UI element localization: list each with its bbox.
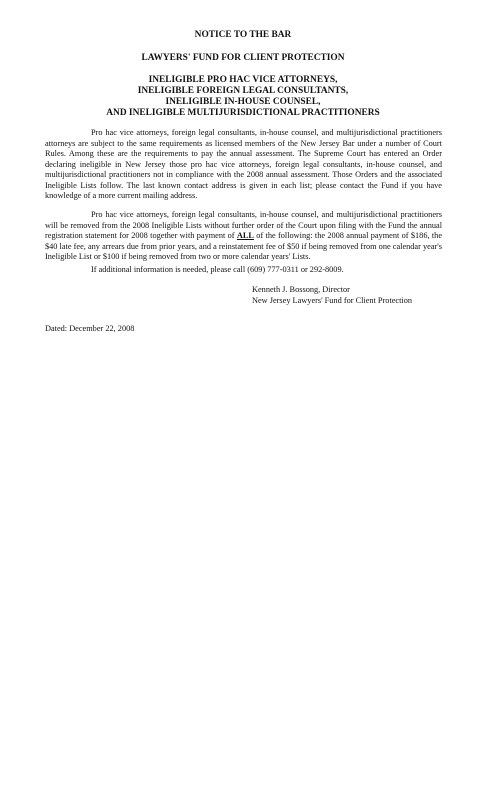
contact-line: If additional information is needed, please call (609) 777-0311 or 292-8009.: [91, 265, 344, 274]
paragraph-removal: [45, 210, 442, 263]
signature-organization: New Jersey Lawyers' Fund for Client Protection: [252, 295, 413, 305]
subject-line: AND INELIGIBLE MULTIJURISDICTIONAL PRACTITIONERS: [106, 108, 380, 118]
subject-line: INELIGIBLE IN-HOUSE COUNSEL,: [165, 97, 321, 107]
signature-block: [252, 285, 412, 306]
notice-title: NOTICE TO THE BAR: [194, 30, 292, 40]
fund-title: LAWYERS' FUND FOR CLIENT PROTECTION: [141, 53, 345, 63]
paragraph-removal-emphasis: ALL: [236, 231, 254, 240]
paragraph-ineligibility: Pro hac vice attorneys, foreign legal consultants, in-house counsel, and multijurisdictional practitioners attorneys are subject to the same requirements as licensed members of the New Jersey Bar under a number of Court Rules. Among these are the requirements to pay the annual assessment. The Supreme Court has entered an Order declaring ineligible in New Jersey those pro hac vice attorneys, foreign legal consultants, in-house counsel, and multijurisdictional practitioners not in compliance with the 2008 annual assessment. Those Orders and the associated Ineligible Lists follow. The last known contact address is given in each list; please contact the Fund if you have knowledge of a more current mailing address.: [45, 128, 442, 200]
subject-line: INELIGIBLE PRO HAC VICE ATTORNEYS,: [148, 75, 338, 85]
paragraph-removal-text: Pro hac vice attorneys, foreign legal consultants, in-house counsel, and multijurisdictional practitioners will be removed from the 2008 Ineligible Lists without further order of the Court upon filing with the Fund the annual registration statement for 2008 together with payment of: [45, 210, 442, 240]
subject-block: [0, 75, 486, 119]
paragraph-removal-text-cont: of the following: the 2008 annual payment of $186, the $40 late fee, any arrears due from prior years, and a reinstatement fee of $50 if being removed from one calendar year's Ineligible List or $100 if being removed from two or more calendar years' Lists.: [45, 231, 443, 261]
subject-line: INELIGIBLE FOREIGN LEGAL CONSULTANTS,: [137, 86, 349, 96]
signature-name: Kenneth J. Bossong, Director: [252, 285, 350, 294]
dated-line: Dated: December 22, 2008: [45, 324, 135, 333]
